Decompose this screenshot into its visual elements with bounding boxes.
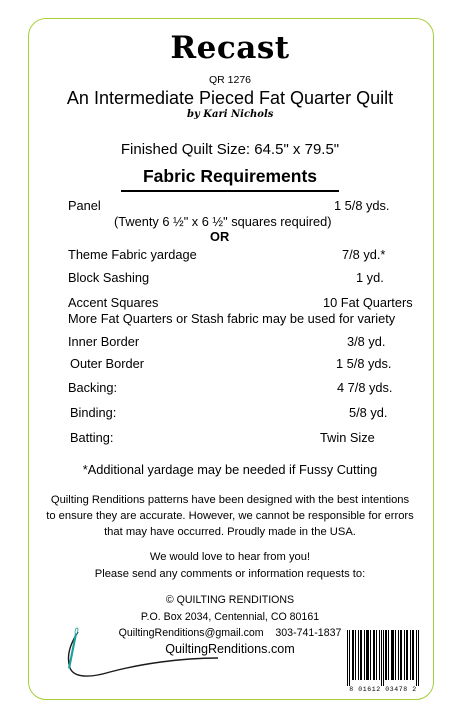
pattern-title: Recast — [170, 30, 290, 66]
finished-size: Finished Quilt Size: 64.5" x 79.5" — [120, 141, 340, 158]
panel-amount: 1 5/8 yds. — [334, 198, 390, 213]
company-email-phone: QuiltingRenditions@gmail.com 303-741-1837 — [118, 627, 342, 639]
sashing-amount: 1 yd. — [356, 270, 384, 285]
theme-label: Theme Fabric yardage — [68, 247, 197, 262]
backing-amount: 4 7/8 yds. — [337, 380, 393, 395]
theme-amount: 7/8 yd.* — [342, 247, 386, 262]
sashing-label: Block Sashing — [68, 270, 150, 285]
feedback-line-2: Please send any comments or information requests to: — [94, 568, 366, 580]
needle-thread-icon — [40, 622, 220, 686]
feedback-line-1: We would love to hear from you! — [149, 551, 311, 563]
panel-note: (Twenty 6 ½" x 6 ½" squares required) — [114, 214, 332, 229]
pattern-subtitle: An Intermediate Pieced Fat Quarter Quilt — [66, 88, 394, 108]
binding-amount: 5/8 yd. — [349, 405, 388, 420]
author-credit: by Kari Nichols — [187, 109, 274, 120]
inner-border-label: Inner Border — [68, 334, 140, 349]
binding-label: Binding: — [70, 405, 117, 420]
pattern-code: QR 1276 — [208, 74, 252, 86]
company-name: © QUILTING RENDITIONS — [165, 594, 295, 606]
batting-label: Batting: — [70, 430, 114, 445]
accent-note: More Fat Quarters or Stash fabric may be used for variety — [68, 311, 396, 326]
barcode-icon — [344, 630, 422, 686]
barcode-digits: 8 01612 03478 2 — [349, 686, 417, 693]
heading-underline — [121, 190, 339, 192]
panel-label: Panel — [68, 198, 101, 213]
batting-amount: Twin Size — [320, 430, 375, 445]
disclaimer-line-3: that may have occurred. Proudly made in the USA. — [104, 526, 356, 538]
company-address: P.O. Box 2034, Centennial, CO 80161 — [140, 611, 320, 623]
disclaimer-line-2: to ensure they are accurate. However, we cannot be responsible for errors — [46, 510, 414, 522]
outer-border-amount: 1 5/8 yds. — [336, 356, 392, 371]
requirements-heading: Fabric Requirements — [142, 166, 318, 186]
fussy-cutting-note: *Additional yardage may be needed if Fussy Cutting — [82, 462, 378, 477]
inner-border-amount: 3/8 yd. — [347, 334, 386, 349]
backing-label: Backing: — [68, 380, 118, 395]
accent-label: Accent Squares — [68, 295, 159, 310]
or-separator: OR — [210, 229, 230, 244]
company-website: QuiltingRenditions.com — [165, 642, 295, 656]
disclaimer-line-1: Quilting Renditions patterns have been designed with the best intentions — [50, 494, 410, 506]
outer-border-label: Outer Border — [70, 356, 144, 371]
accent-amount: 10 Fat Quarters — [323, 295, 413, 310]
